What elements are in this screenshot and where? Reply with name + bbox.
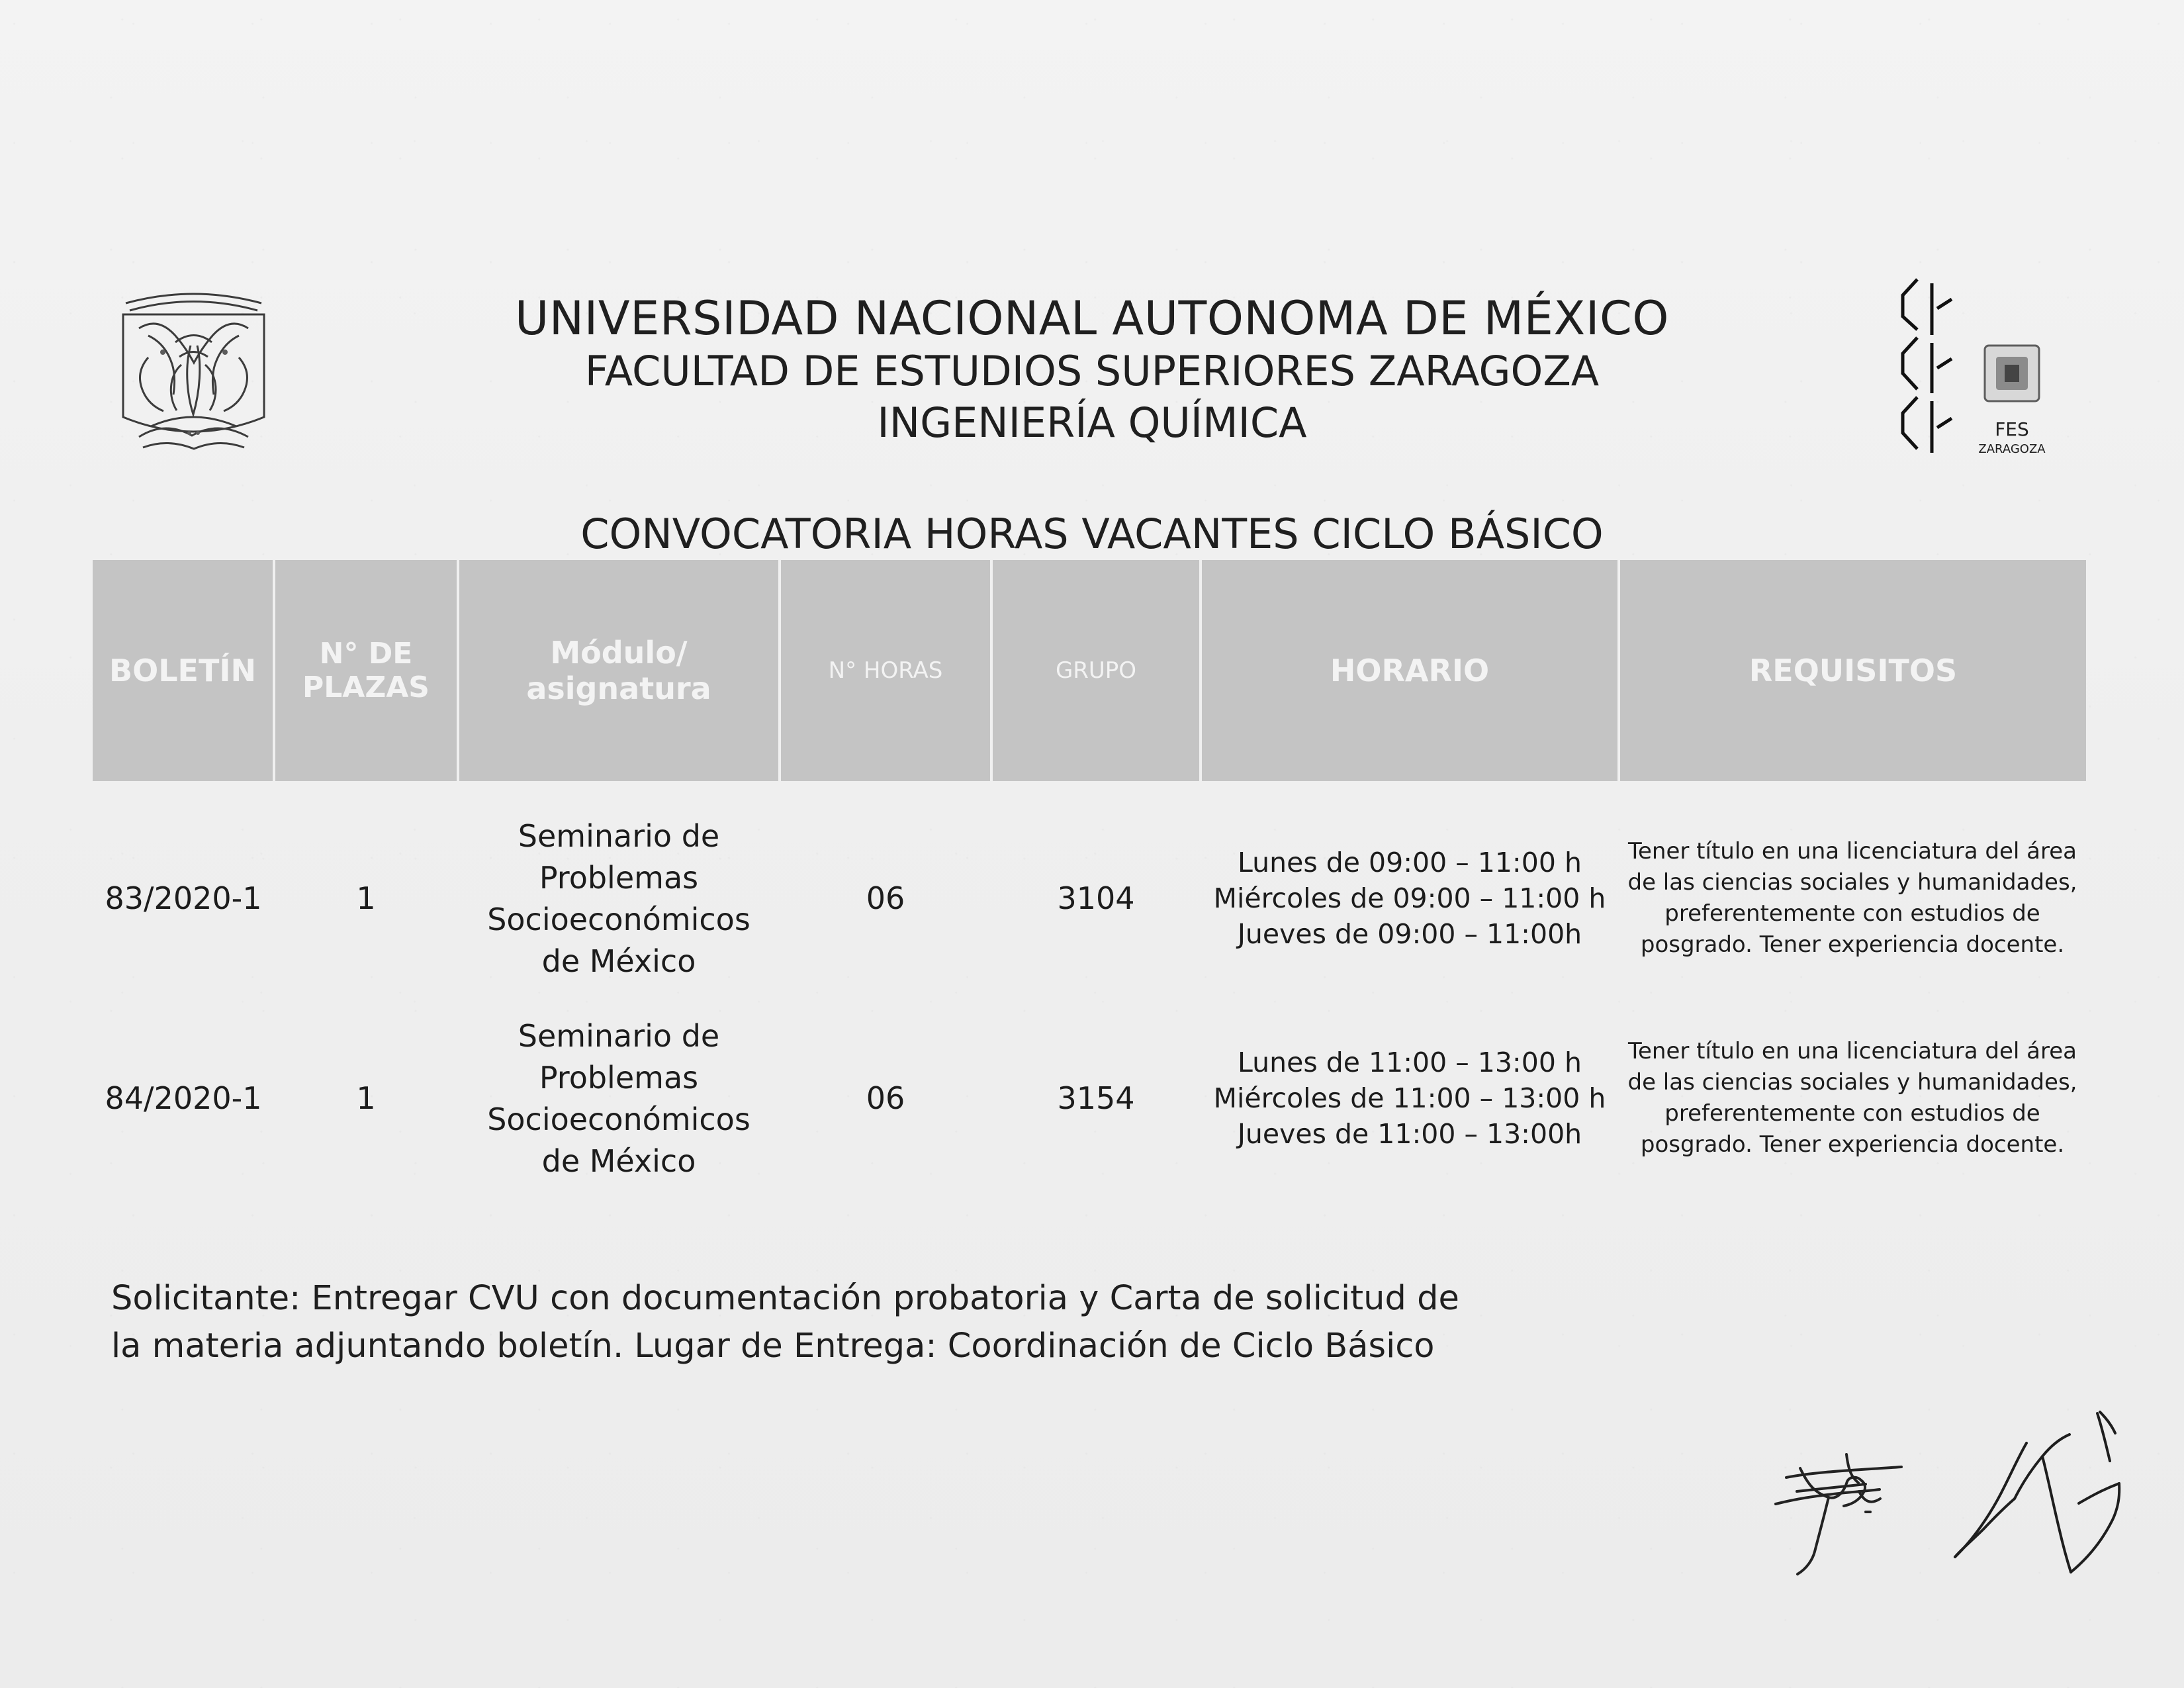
fes-logo-text-top: FES xyxy=(1995,418,2029,440)
boletin-cell: 84/2020-1 xyxy=(105,1080,262,1116)
horas-cell: 06 xyxy=(866,1080,905,1116)
horario-cell: Lunes de 09:00 – 11:00 h Miércoles de 09:00 – 11:00 h Jueves de 09:00 – 11:00h xyxy=(1213,847,1606,950)
table-header-row xyxy=(93,560,2086,781)
header-horas: N° HORAS xyxy=(780,560,991,781)
department-title: INGENIERÍA QUÍMICA xyxy=(877,399,1307,447)
faculty-title: FACULTAD DE ESTUDIOS SUPERIORES ZARAGOZA xyxy=(584,347,1600,395)
modulo-cell: Seminario de Problemas Socioeconómicos de México xyxy=(487,1018,751,1179)
plazas-cell: 1 xyxy=(356,880,376,916)
header-requisitos: REQUISITOS xyxy=(1619,560,2086,781)
table-spacer xyxy=(93,781,2086,798)
header-plazas: N° DE PLAZAS xyxy=(274,560,458,781)
page-title: CONVOCATORIA HORAS VACANTES CICLO BÁSICO xyxy=(580,510,1604,558)
signature-icon xyxy=(1933,1403,2141,1582)
table-spacer-cell xyxy=(93,781,2086,798)
boletin-cell: 83/2020-1 xyxy=(105,880,262,916)
grupo-cell: 3154 xyxy=(1057,1080,1135,1116)
horas-cell: 06 xyxy=(866,880,905,916)
header-grupo: GRUPO xyxy=(991,560,1201,781)
grupo-cell: 3104 xyxy=(1057,880,1135,916)
fes-logo-text-bottom: ZARAGOZA xyxy=(1978,442,2046,456)
header-horario: HORARIO xyxy=(1201,560,1619,781)
requisitos-cell: Tener título en una licenciatura del área de las ciencias sociales y humanidades, preferentemente con estudios de posgrado. Tener experiencia docente. xyxy=(1627,838,2077,958)
signature-icon xyxy=(1757,1443,1919,1582)
vacancies-table xyxy=(93,560,2086,1198)
modulo-cell: Seminario de Problemas Socioeconómicos de México xyxy=(487,818,751,979)
header-modulo: Módulo/ asignatura xyxy=(458,560,780,781)
submission-instructions: Solicitante: Entregar CVU con documentación probatoria y Carta de solicitud de la materia adjuntando boletín. Lugar de Entrega: Coordinación de Ciclo Básico xyxy=(111,1279,1459,1366)
document-header xyxy=(0,291,2184,449)
plazas-cell: 1 xyxy=(356,1080,376,1116)
header-boletin: BOLETÍN xyxy=(93,560,274,781)
requisitos-cell: Tener título en una licenciatura del área de las ciencias sociales y humanidades, preferentemente con estudios de posgrado. Tener experiencia docente. xyxy=(1627,1038,2077,1158)
horario-cell: Lunes de 11:00 – 13:00 h Miércoles de 11:00 – 13:00 h Jueves de 11:00 – 13:00h xyxy=(1213,1047,1606,1150)
university-title: UNIVERSIDAD NACIONAL AUTONOMA DE MÉXICO xyxy=(515,291,1669,346)
table-row xyxy=(93,998,2086,1198)
table-row xyxy=(93,798,2086,998)
